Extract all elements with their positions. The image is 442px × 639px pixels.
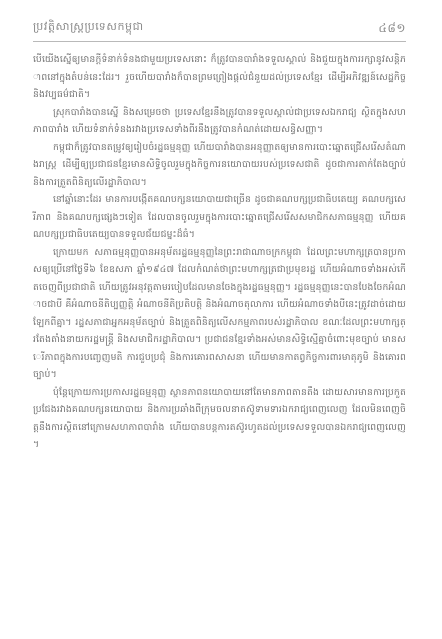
paragraph: ស្រុកបារាំងបានស្នើ និងសម្រេចថា ប្រទេសខ្មែរនឹងត្រូវបានទទួលស្គាល់ជាប្រទេសឯករាជ្យ ស្ថិតក្នុងសហភាពបារាំង ហើយទំនាក់ទំនងរវាងប្រទេសទាំងពីរនឹងត្រូវបានកំណត់ដោយសន្ធិសញ្ញា។ — [33, 106, 406, 135]
paragraph: នៅឆ្នាំនោះដែរ មានការបង្កើតគណបក្សនយោបាយជាច្រើន ដូចជាគណបក្សប្រជាធិបតេយ្យ គណបក្សសេរីភាព និងគណបក្សផ្សេងៗទៀត ដែលបានចូលរួមក្នុងការបោះឆ្នោតជ្រើសរើសសមាជិកសភាធម្មនុញ្ញ ហើយគណបក្សប្រជាធិបតេយ្យបានទទួលជ័យជម្នះដ៏ធំ។ — [33, 194, 406, 240]
paragraph: ក្រោយមក សភាធម្មនុញ្ញបានអនុម័តរដ្ឋធម្មនុញ្ញនៃព្រះរាជាណាចក្រកម្ពុជា ដែលព្រះមហាក្សត្របានប្រកាសឲ្យប្រើនៅថ្ងៃទី៦ ខែឧសភា ឆ្នាំ១៩៤៧ ដែលកំណត់ថាព្រះមហាក្សត្រជាប្រមុខរដ្ឋ ហើយអំណាចទាំងអស់កើតចេញពីប្រជាជាតិ ហើយត្រូវអនុវត្តតាមរបៀបដែលមានចែងក្នុងរដ្ឋធម្មនុញ្ញ។ រដ្ឋធម្មនុញ្ញនេះបានបែងចែកអំណាចជាបី គឺអំណាចនីតិប្បញ្ញត្តិ អំណាចនីតិប្រតិបត្តិ និងអំណាចតុលាការ ហើយអំណាចទាំងបីនេះត្រូវដាច់ដោយឡែកពីគ្នា។ រដ្ឋសភាជាអ្នកអនុម័តច្បាប់ និងត្រួតពិនិត្យលើសកម្មភាពរបស់រដ្ឋាភិបាល ខណៈដែលព្រះមហាក្សត្រតែងតាំងនាយករដ្ឋមន្ត្រី និងសមាជិករដ្ឋាភិបាល។ ប្រជាជនខ្មែរទាំងអស់មានសិទ្ធិស្មើគ្នាចំពោះមុខច្បាប់ មានសេរីភាពក្នុងការបញ្ចេញមតិ ការជួបប្រជុំ និងការគោរពសាសនា ហើយមានកាតព្វកិច្ចការពារមាតុភូមិ និងគោរពច្បាប់។ — [33, 246, 406, 380]
running-header — [33, 20, 406, 38]
body-text — [33, 51, 406, 454]
page-number: ៤៨១ — [378, 21, 406, 35]
paragraph: បើយើងស្នើឲ្យមានក្តីទំនាក់ទំនងជាមួយប្រទេសនោះ ក៏ត្រូវបានបារាំងទទួលស្គាល់ និងជួយក្នុងការរក្សានូវសន្តិភាពនៅក្នុងតំបន់នេះដែរ។ រួចហើយបារាំងក៏បានព្រមព្រៀងផ្តល់ជំនួយដល់ប្រទេសខ្មែរ ដើម្បីអភិវឌ្ឍន៍សេដ្ឋកិច្ចនិងវប្បធម៌ជាតិ។ — [33, 54, 406, 100]
header-divider — [33, 41, 406, 42]
paragraph: ប៉ុន្តែក្រោយការប្រកាសរដ្ឋធម្មនុញ្ញ ស្ថានភាពនយោបាយនៅតែមានភាពតានតឹង ដោយសារមានការប្រកួតប្រជែងរវាងគណបក្សនយោបាយ និងការប្រឆាំងពីក្រុមចលនាតស៊ូទាមទារឯករាជ្យពេញលេញ ដែលមិនពេញចិត្តនឹងការស្ថិតនៅក្រោមសហភាពបារាំង ហើយបានបន្តការតស៊ូរហូតដល់ប្រទេសទទួលបានឯករាជ្យពេញលេញ។ — [33, 386, 406, 450]
header-title: ប្រវត្តិសាស្ត្រប្រទេសកម្ពុជា — [33, 20, 144, 33]
paragraph: កម្ពុជាក៏ត្រូវបានតម្រូវឲ្យរៀបចំរដ្ឋធម្មនុញ្ញ ហើយបារាំងបានអនុញ្ញាតឲ្យមានការបោះឆ្នោតជ្រើសរើសតំណាងរាស្ត្រ ដើម្បីឲ្យប្រជាជនខ្មែរមានសិទ្ធិចូលរួមក្នុងកិច្ចការនយោបាយរបស់ប្រទេសជាតិ ដូចជាការតាក់តែងច្បាប់ និងការត្រួតពិនិត្យលើរដ្ឋាភិបាល។ — [33, 141, 406, 188]
